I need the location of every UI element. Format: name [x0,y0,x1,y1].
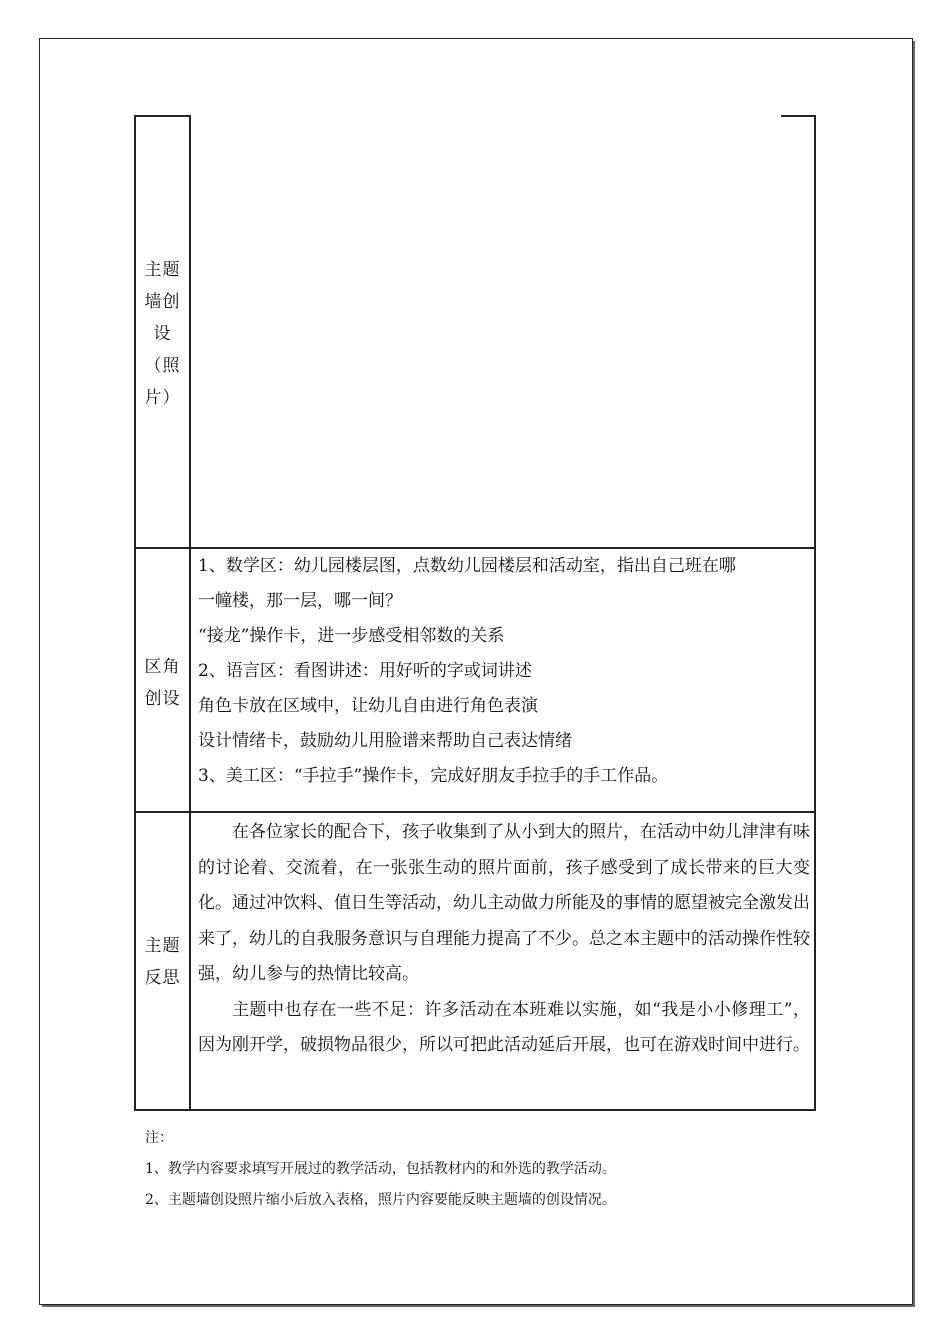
corner-zone-label-line: 区角 [144,657,181,677]
notes-title: 注： [145,1130,173,1146]
table-row-divider-2 [134,811,816,813]
corner-zone-line: 一幢楼，那一层，哪一间？ [198,591,402,611]
theme-wall-label-line: 设 [153,324,172,344]
corner-zone-label-line: 创设 [144,689,181,709]
theme-wall-label-line: （照 [144,356,181,376]
reflection-paragraph: 主题中也存在一些不足：许多活动在本班难以实施，如“我是小小修理工”，因为刚开学，破损物品很少，所以可把此活动延后开展，也可在游戏时间中进行。 [198,999,810,1055]
corner-zone-line: 设计情绪卡，鼓励幼儿用脸谱来帮助自己表达情绪 [198,731,572,751]
corner-zone-line: 角色卡放在区域中，让幼儿自由进行角色表演 [198,696,538,716]
corner-zone-line: 3、美工区：“手拉手”操作卡，完成好朋友手拉手的手工作品。 [198,766,669,786]
corner-zone-line: 1、数学区：幼儿园楼层图，点数幼儿园楼层和活动室，指出自己班在哪 [198,556,736,576]
theme-wall-label-line: 主题 [144,260,181,280]
note-item: 2、主题墙创设照片缩小后放入表格，照片内容要能反映主题墙的创设情况。 [145,1192,616,1208]
note-item: 1、教学内容要求填写开展过的教学活动，包括教材内的和外选的教学活动。 [145,1161,616,1177]
table-top-border-left [134,115,190,117]
notes-section [145,1123,845,1216]
reflection-content [198,815,810,1064]
corner-zone-line: “接龙”操作卡，进一步感受相邻数的关系 [198,626,505,646]
corner-zone-label [136,651,189,715]
reflection-label [136,930,189,994]
table-bottom-border [134,1109,816,1111]
reflection-label-line: 主题 [144,936,181,956]
theme-wall-label [136,254,189,414]
reflection-paragraph: 在各位家长的配合下，孩子收集到了从小到大的照片，在活动中幼儿津津有味的讨论着、交流着，在一张张生动的照片面前，孩子感受到了成长带来的巨大变化。通过冲饮料、值日生等活动，幼儿主动做力所能及的事情的愿望被完全激发出来了，幼儿的自我服务意识与自理能力提高了不少。总之本主题中的活动操作性较强，幼儿参与的热情比较高。 [198,822,810,984]
table-top-border-right [781,115,816,117]
reflection-label-line: 反思 [144,968,181,988]
table-right-border [814,115,816,1111]
corner-zone-content [198,549,810,794]
theme-wall-photo-area [198,118,810,546]
corner-zone-line: 2、语言区：看图讲述：用好听的字或词讲述 [198,661,532,681]
theme-wall-label-line: 片） [144,388,181,408]
page-shadow-bottom [42,1305,915,1307]
page-shadow-right [913,41,915,1306]
table-column-divider [189,115,191,1111]
theme-wall-label-line: 墙创 [144,292,181,312]
